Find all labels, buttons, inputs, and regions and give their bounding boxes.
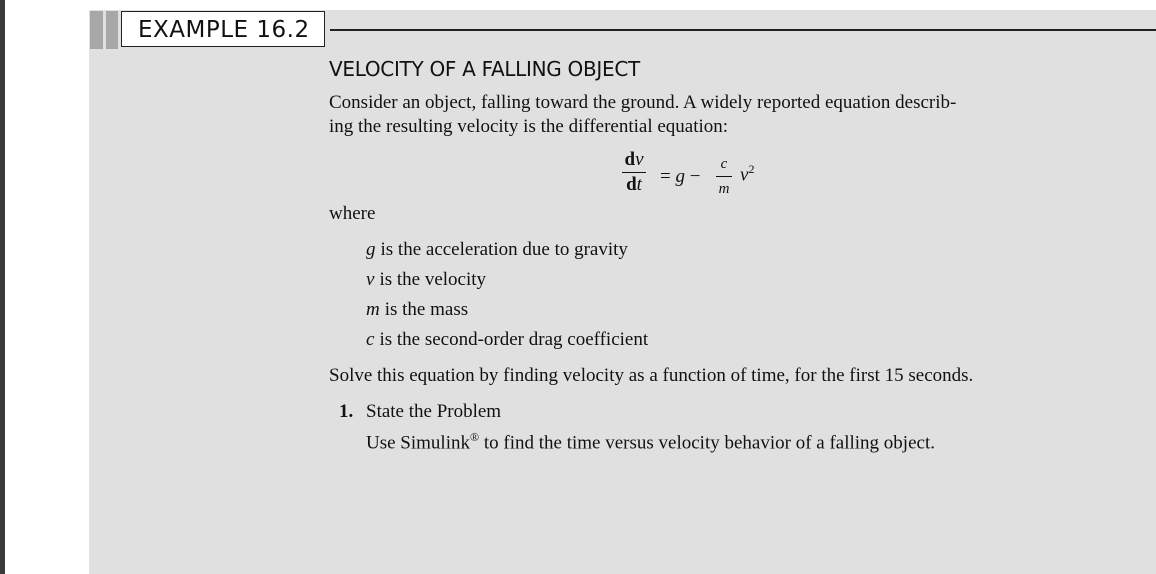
differential-equation bbox=[620, 150, 780, 202]
drag-numerator: c bbox=[720, 156, 728, 172]
drag-fraction bbox=[716, 154, 732, 199]
step-body-start: Use Simulink bbox=[366, 432, 470, 454]
step-body bbox=[366, 425, 935, 455]
fraction-bar bbox=[622, 172, 646, 173]
example-marker-bar bbox=[106, 11, 118, 49]
definition-text: is the mass bbox=[384, 299, 469, 320]
exponent: 2 bbox=[748, 162, 755, 176]
definition-text: is the velocity bbox=[379, 269, 487, 290]
definition-item bbox=[366, 238, 628, 262]
derivative-numerator: dv bbox=[624, 149, 644, 170]
definition-symbol: m bbox=[366, 299, 380, 320]
derivative-fraction bbox=[622, 150, 646, 195]
where-label: where bbox=[329, 203, 376, 224]
step-number: 1. bbox=[339, 401, 354, 422]
header-rule bbox=[330, 29, 1156, 31]
solve-instruction: Solve this equation by finding velocity as a function of time, for the first 15 seconds. bbox=[329, 365, 974, 386]
definition-symbol: c bbox=[366, 329, 375, 350]
registered-mark: ® bbox=[469, 430, 480, 444]
velocity-squared bbox=[740, 162, 754, 186]
velocity-symbol: v bbox=[740, 164, 749, 186]
definition-item bbox=[366, 298, 468, 322]
example-label: EXAMPLE 16.2 bbox=[121, 11, 325, 47]
intro-line-2: ing the resulting velocity is the differential equation: bbox=[329, 116, 729, 137]
definition-symbol: v bbox=[366, 269, 375, 290]
window-left-edge bbox=[0, 0, 5, 574]
example-heading: VELOCITY OF A FALLING OBJECT bbox=[329, 57, 640, 81]
definition-item bbox=[366, 268, 486, 292]
definition-item bbox=[366, 328, 648, 352]
equation-middle: = g − bbox=[660, 166, 701, 187]
example-marker-bar bbox=[90, 11, 103, 49]
intro-line-1: Consider an object, falling toward the ground. A widely reported equation describ- bbox=[329, 92, 957, 113]
step-title: State the Problem bbox=[366, 401, 502, 422]
definition-text: is the acceleration due to gravity bbox=[380, 239, 628, 260]
derivative-denominator: dt bbox=[626, 174, 642, 195]
fraction-bar bbox=[716, 176, 732, 177]
definition-symbol: g bbox=[366, 239, 376, 260]
drag-denominator: m bbox=[718, 181, 730, 197]
step-body-end: to find the time versus velocity behavior of a falling object. bbox=[479, 432, 935, 454]
definition-text: is the second-order drag coefficient bbox=[379, 329, 649, 350]
